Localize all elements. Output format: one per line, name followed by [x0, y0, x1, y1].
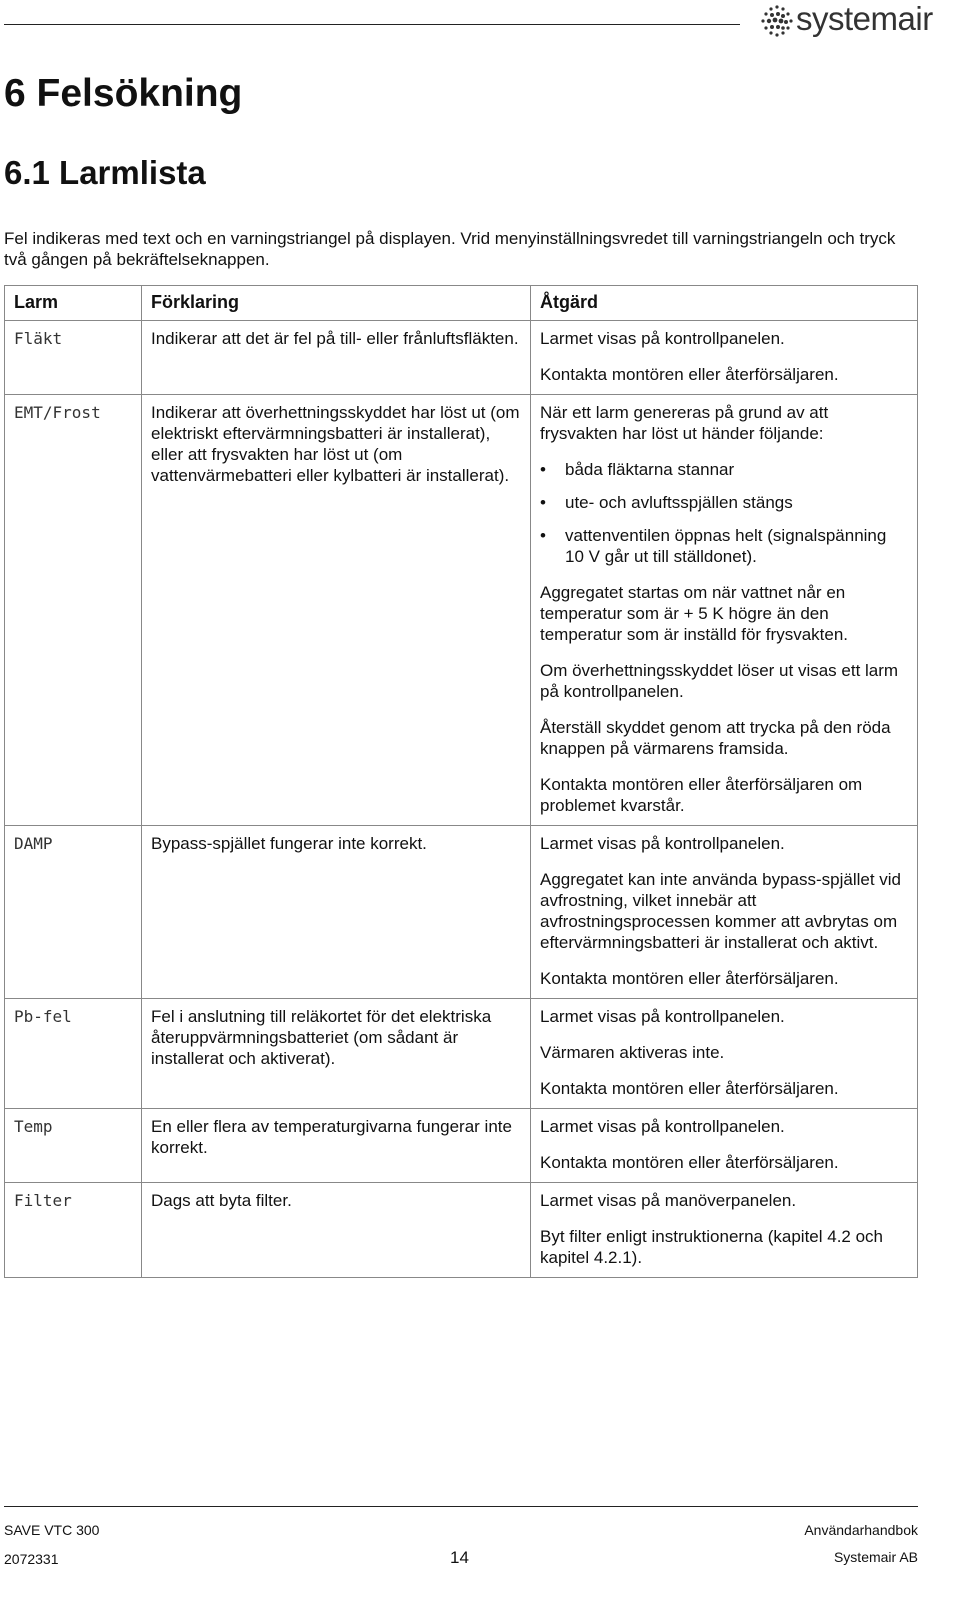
list-item: • båda fläktarna stannar	[540, 459, 908, 480]
action-paragraph: Larmet visas på kontrollpanelen.	[540, 1117, 785, 1136]
list-item: • vattenventilen öppnas helt (signalspänning 10 V går ut till ställdonet).	[540, 525, 908, 567]
table-row	[5, 395, 918, 826]
alarm-explanation: Dags att byta filter.	[142, 1183, 531, 1278]
action-paragraph: Om överhettningsskyddet löser ut visas ett larm på kontrollpanelen.	[540, 661, 899, 701]
alarm-explanation: En eller flera av temperaturgivarna fungerar inte korrekt.	[142, 1109, 531, 1183]
alarm-action	[531, 999, 918, 1109]
list-item: • ute- och avluftsspjällen stängs	[540, 492, 908, 513]
action-paragraph: Kontakta montören eller återförsäljaren om problemet kvarstår.	[540, 775, 863, 815]
footer-doc-type: Användarhandbok	[804, 1522, 918, 1538]
brand-name: systemair	[796, 0, 933, 37]
table-row	[5, 826, 918, 999]
action-paragraph: Larmet visas på kontrollpanelen.	[540, 834, 785, 853]
action-paragraph: Kontakta montören eller återförsäljaren.	[540, 365, 839, 384]
alarm-code: Filter	[5, 1183, 142, 1278]
table-row	[5, 999, 918, 1109]
action-paragraph: Larmet visas på manöverpanelen.	[540, 1191, 797, 1210]
alarm-explanation: Fel i anslutning till reläkortet för det elektriska återuppvärmningsbatteriet (om sådant är installerat och aktiverat).	[142, 999, 531, 1109]
alarm-explanation: Indikerar att det är fel på till- eller frånluftsfläkten.	[142, 321, 531, 395]
alarm-code: Fläkt	[5, 321, 142, 395]
page-number: 14	[450, 1548, 469, 1567]
action-paragraph: Återställ skyddet genom att trycka på den röda knappen på värmarens framsida.	[540, 718, 891, 758]
alarm-code: Pb-fel	[5, 999, 142, 1109]
dotted-sphere-icon	[760, 4, 794, 38]
action-bullet-list	[540, 459, 908, 567]
action-paragraph: Larmet visas på kontrollpanelen.	[540, 1007, 785, 1026]
alarm-table	[4, 285, 918, 1278]
brand-logo	[760, 2, 960, 42]
table-row	[5, 321, 918, 395]
action-paragraph: Larmet visas på kontrollpanelen.	[540, 329, 785, 348]
footer-product: SAVE VTC 300	[4, 1522, 100, 1538]
alarm-action	[531, 1109, 918, 1183]
table-row	[5, 1109, 918, 1183]
column-header-action: Åtgärd	[531, 286, 918, 321]
intro-text: Fel indikeras med text och en varningstriangel på displayen. Vrid menyinställningsvredet till varningstriangeln och tryck två gången på bekräftelseknappen.	[4, 229, 896, 269]
alarm-action	[531, 1183, 918, 1278]
alarm-code: EMT/Frost	[5, 395, 142, 826]
action-paragraph: Kontakta montören eller återförsäljaren.	[540, 1079, 839, 1098]
alarm-explanation: Indikerar att överhettningsskyddet har löst ut (om elektriskt eftervärmningsbatteri är installerat), eller att frysvakten har löst ut (om vattenvärmebatteri eller kylbatteri är installerat).	[142, 395, 531, 826]
section-title: 6.1 Larmlista	[4, 154, 206, 191]
action-paragraph: Aggregatet kan inte använda bypass-spjället vid avfrostning, vilket innebär att avfrostningsprocessen kommer att avbrytas om eftervärmningsbatteri är installerat och aktivt.	[540, 870, 902, 952]
action-paragraph: Värmaren aktiveras inte.	[540, 1043, 725, 1062]
action-paragraph: Kontakta montören eller återförsäljaren.	[540, 969, 839, 988]
chapter-title: 6 Felsökning	[4, 72, 243, 115]
column-header-alarm: Larm	[5, 286, 142, 321]
footer-company: Systemair AB	[833, 1549, 918, 1565]
action-paragraph: Aggregatet startas om när vattnet når en temperatur som är + 5 K högre än den temperatur som är inställd för frysvakten.	[540, 583, 849, 644]
alarm-action	[531, 321, 918, 395]
column-header-explanation: Förklaring	[142, 286, 531, 321]
alarm-code: Temp	[5, 1109, 142, 1183]
alarm-action	[531, 826, 918, 999]
alarm-action	[531, 395, 918, 826]
header-rule	[4, 24, 740, 25]
action-paragraph: Byt filter enligt instruktionerna (kapitel 4.2 och kapitel 4.2.1).	[540, 1227, 884, 1267]
footer-rule	[4, 1506, 918, 1507]
alarm-code: DAMP	[5, 826, 142, 999]
alarm-explanation: Bypass-spjället fungerar inte korrekt.	[142, 826, 531, 999]
action-paragraph: Kontakta montören eller återförsäljaren.	[540, 1153, 839, 1172]
action-paragraph: När ett larm genereras på grund av att frysvakten har löst ut händer följande:	[540, 403, 829, 443]
table-row	[5, 1183, 918, 1278]
footer-doc-number: 2072331	[4, 1551, 59, 1567]
table-header-row	[5, 286, 918, 321]
